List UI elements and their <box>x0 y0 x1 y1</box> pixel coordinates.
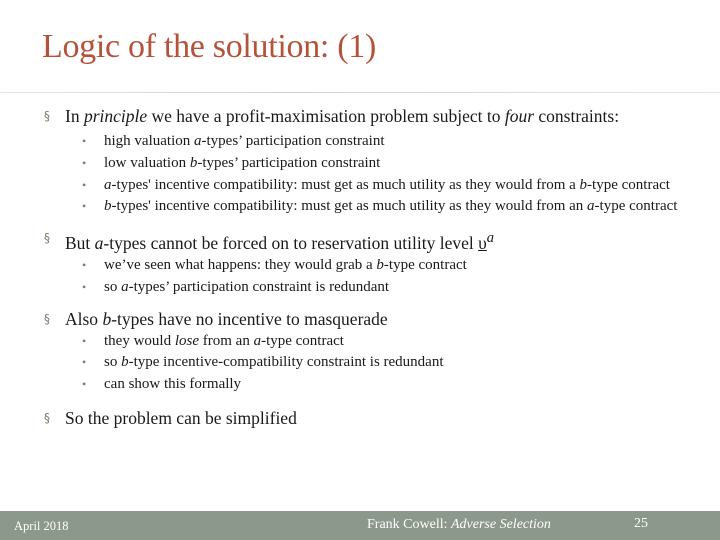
bullet-dot-icon: • <box>82 355 87 370</box>
item-text: can show this formally <box>104 376 242 393</box>
item-text: -types’ participation constraint <box>201 133 385 149</box>
item-emphasis: lose <box>174 332 199 349</box>
bullet-text: we have a profit-maximisation problem subject to <box>147 106 505 126</box>
bullet-dot-icon: • <box>82 279 87 294</box>
bullet-text: -types cannot be forced on to reservation utility level <box>103 233 479 254</box>
bullet-dot-icon: • <box>82 177 87 192</box>
item-emphasis: b <box>579 176 588 193</box>
slide-content <box>44 104 704 430</box>
section-marker-icon: § <box>44 311 50 326</box>
list-item <box>82 153 704 175</box>
item-emphasis: b <box>189 154 198 171</box>
item-emphasis: a <box>253 332 262 349</box>
item-text: from an <box>199 332 254 349</box>
item-text: -types’ participation constraint <box>197 154 381 171</box>
item-emphasis: a <box>587 198 595 215</box>
bullet-profit-max-problem <box>44 104 704 128</box>
reservation-list <box>44 255 704 299</box>
bullet-dot-icon: • <box>82 134 87 148</box>
item-text: -type contract <box>594 198 678 215</box>
item-text: they would <box>104 332 175 349</box>
slide-footer <box>0 511 720 540</box>
masquerade-list <box>44 331 704 396</box>
item-text: -types' incentive compatibility: must get as much utility as they would from an <box>111 198 588 215</box>
item-text: -type contract <box>383 257 467 274</box>
item-emphasis: a <box>194 133 202 149</box>
item-text: -type contract <box>261 332 344 349</box>
item-text: -types' incentive compatibility: must get as much utility as they would from a <box>111 176 580 193</box>
bullet-emphasis: principle <box>83 106 148 126</box>
bullet-text: In <box>65 106 84 126</box>
item-emphasis: a <box>104 176 112 193</box>
item-text: we’ve seen what happens: they would grab a <box>104 257 377 274</box>
bullet-text: But <box>65 233 95 254</box>
bullet-dot-icon: • <box>82 333 87 348</box>
list-item <box>82 331 704 353</box>
page-number: 25 <box>634 516 648 531</box>
list-item <box>82 277 704 299</box>
slide-title: Logic of the solution: (1) <box>42 28 377 65</box>
item-emphasis: a <box>121 278 129 295</box>
item-text: -type incentive-compatibility constraint is redundant <box>128 354 444 371</box>
bullet-text: constraints: <box>534 106 620 126</box>
section-marker-icon: § <box>44 109 50 123</box>
item-emphasis: b <box>376 257 384 274</box>
footer-author <box>367 517 551 533</box>
bullet-simplify <box>44 406 704 430</box>
bullet-dot-icon: • <box>82 258 87 273</box>
upsilon-symbol: υ <box>478 233 487 254</box>
bullet-text: So the problem can be simplified <box>65 408 297 428</box>
bullet-dot-icon: • <box>82 155 87 170</box>
item-text: so <box>104 278 122 295</box>
list-item <box>82 175 704 197</box>
list-item <box>82 374 704 396</box>
item-text: high valuation <box>104 133 194 149</box>
list-item <box>82 352 704 374</box>
item-emphasis: b <box>121 354 129 371</box>
title-divider <box>0 92 720 93</box>
constraint-list <box>44 131 704 218</box>
bullet-text: Also <box>65 308 103 329</box>
item-text: -types’ participation constraint is redundant <box>128 278 390 295</box>
list-item <box>82 196 704 218</box>
section-marker-icon: § <box>44 411 50 425</box>
bullet-text: -types have no incentive to masquerade <box>111 308 388 329</box>
bullet-dot-icon: • <box>82 377 87 392</box>
list-item <box>82 131 704 153</box>
item-text: so <box>104 354 122 371</box>
item-text: low valuation <box>104 154 190 171</box>
list-item <box>82 255 704 277</box>
bullet-reservation-utility <box>44 226 704 255</box>
superscript: a <box>486 230 495 247</box>
footer-date: April 2018 <box>14 519 69 533</box>
bullet-no-masquerade <box>44 307 704 331</box>
course-title: Adverse Selection <box>451 517 551 532</box>
author-name: Frank Cowell: <box>367 517 451 532</box>
bullet-dot-icon: • <box>82 199 87 214</box>
item-emphasis: b <box>104 198 112 215</box>
bullet-emphasis: four <box>504 106 535 126</box>
bullet-emphasis: b <box>102 308 112 329</box>
section-marker-icon: § <box>44 231 50 246</box>
item-text: -type contract <box>587 176 670 193</box>
bullet-emphasis: a <box>94 233 104 254</box>
